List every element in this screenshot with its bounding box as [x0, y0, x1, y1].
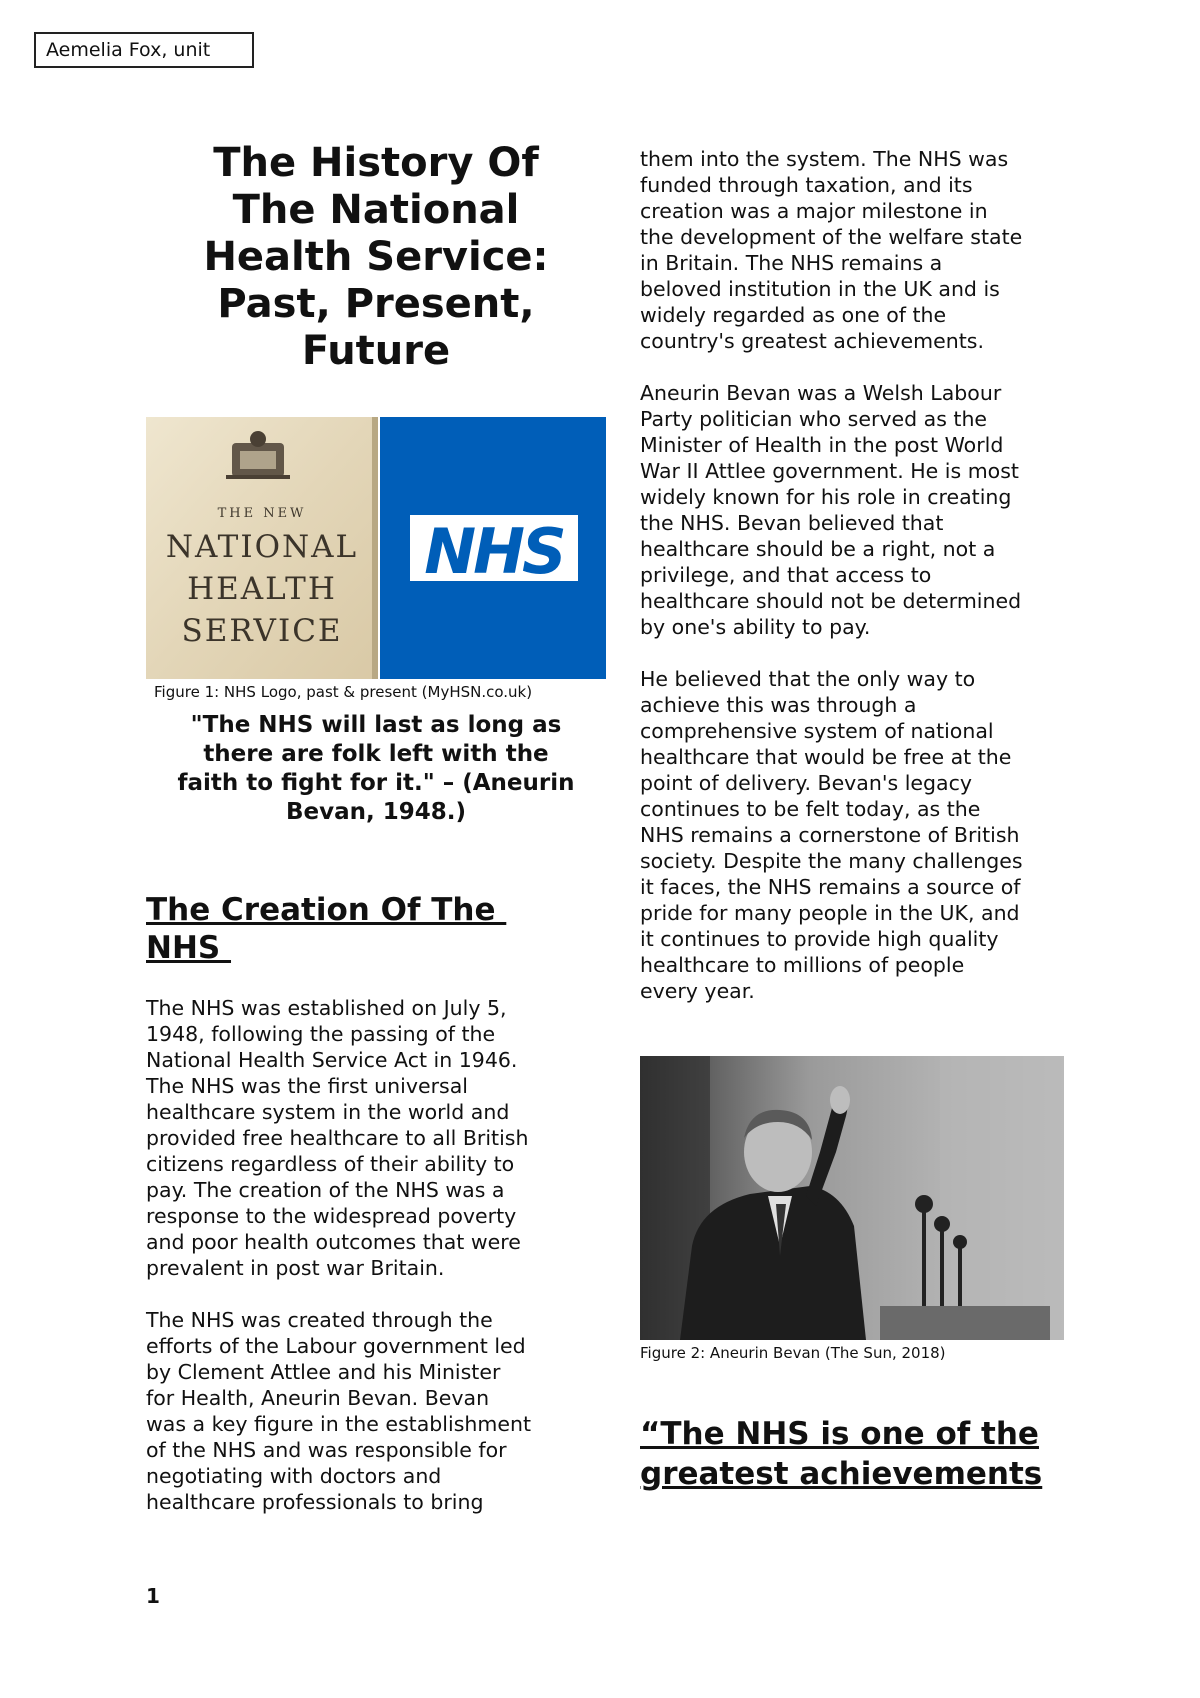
text-line: by Clement Attlee and his Minister [146, 1360, 501, 1384]
text-line: Minister of Health in the post World [640, 433, 1004, 457]
text-line: the development of the welfare state [640, 225, 1023, 249]
nhs-logos-image [146, 417, 606, 679]
text-line: prevalent in post war Britain. [146, 1256, 445, 1280]
text-line: He believed that the only way to [640, 667, 976, 691]
title-line: The National [232, 187, 520, 233]
text-line: them into the system. The NHS was [640, 147, 1009, 171]
achievements-heading [640, 1414, 1070, 1494]
quote-line: "The NHS will last as long as [190, 712, 562, 738]
text-line: achieve this was through a [640, 693, 917, 717]
paper-edge [372, 417, 378, 679]
heading-line: The Creation Of The [146, 892, 507, 928]
text-line: creation was a major milestone in [640, 199, 988, 223]
bevan-quote [146, 711, 606, 827]
old-logo-line: THE NEW [217, 506, 307, 521]
text-line: continues to be felt today, as the [640, 797, 981, 821]
text-line: funded through taxation, and its [640, 173, 973, 197]
text-line: for Health, Aneurin Bevan. Bevan [146, 1386, 490, 1410]
text-line: healthcare should be a right, not a [640, 537, 996, 561]
text-line: 1948, following the passing of the [146, 1022, 496, 1046]
text-line: Aneurin Bevan was a Welsh Labour [640, 381, 1002, 405]
right-column [640, 146, 1070, 1520]
text-line: The NHS was the first universal [146, 1074, 468, 1098]
old-logo-line: HEALTH [187, 571, 337, 607]
quote-line: Bevan, 1948.) [285, 799, 467, 825]
text-line: comprehensive system of national [640, 719, 994, 743]
title-line: The History Of [213, 140, 539, 186]
text-line: healthcare professionals to bring [146, 1490, 484, 1514]
text-line: NHS remains a cornerstone of British [640, 823, 1020, 847]
text-line: in Britain. The NHS remains a [640, 251, 943, 275]
text-line: healthcare that would be free at the [640, 745, 1012, 769]
figure1-caption: Figure 1: NHS Logo, past & present (MyHSN.co.uk) [154, 683, 533, 701]
page-number: 1 [146, 1584, 160, 1608]
text-line: it faces, the NHS remains a source of [640, 875, 1021, 899]
text-line: the NHS. Bevan believed that [640, 511, 944, 535]
text-line: Party politician who served as the [640, 407, 988, 431]
text-line: healthcare to millions of people [640, 953, 965, 977]
text-line: healthcare should not be determined [640, 589, 1022, 613]
text-line: citizens regardless of their ability to [146, 1152, 515, 1176]
text-line: and poor health outcomes that were [146, 1230, 521, 1254]
figure-nhs-logos [146, 417, 606, 701]
heading-line: “The NHS is one of the [640, 1416, 1039, 1452]
header-name-box: Aemelia Fox, unit [34, 32, 254, 68]
text-line: privilege, and that access to [640, 563, 932, 587]
title-line: Past, Present, [217, 281, 535, 327]
creation-paragraph-1 [146, 995, 606, 1281]
figure2-caption: Figure 2: Aneurin Bevan (The Sun, 2018) [640, 1344, 946, 1362]
text-line: it continues to provide high quality [640, 927, 999, 951]
text-line: efforts of the Labour government led [146, 1334, 526, 1358]
funding-paragraph [640, 146, 1070, 354]
text-line: of the NHS and was responsible for [146, 1438, 507, 1462]
old-logo-line: NATIONAL [165, 529, 359, 565]
text-line: point of delivery. Bevan's legacy [640, 771, 972, 795]
text-line: widely known for his role in creating [640, 485, 1012, 509]
heading-line: NHS [146, 930, 232, 966]
text-line: response to the widespread poverty [146, 1204, 517, 1228]
creation-paragraph-2 [146, 1307, 606, 1515]
left-column [146, 140, 606, 1515]
text-line: pride for many people in the UK, and [640, 901, 1020, 925]
document-title [146, 140, 606, 375]
text-line: healthcare system in the world and [146, 1100, 510, 1124]
bevan-photo [640, 1056, 1064, 1340]
text-line: beloved institution in the UK and is [640, 277, 1000, 301]
title-line: Health Service: [203, 234, 549, 280]
text-line: War II Attlee government. He is most [640, 459, 1019, 483]
text-line: widely regarded as one of the [640, 303, 947, 327]
text-line: was a key figure in the establishment [146, 1412, 531, 1436]
text-line: pay. The creation of the NHS was a [146, 1178, 505, 1202]
heading-line: greatest achievements [640, 1456, 1043, 1492]
text-line: by one's ability to pay. [640, 615, 871, 639]
text-line: every year. [640, 979, 755, 1003]
figure-aneurin-bevan [640, 1056, 1064, 1340]
nhs-logo-text: NHS [424, 515, 564, 588]
text-line: country's greatest achievements. [640, 329, 984, 353]
text-line: The NHS was established on July 5, [146, 996, 507, 1020]
quote-line: faith to fight for it." – (Aneurin [177, 770, 575, 796]
text-line: The NHS was created through the [146, 1308, 493, 1332]
text-line: society. Despite the many challenges [640, 849, 1023, 873]
quote-line: there are folk left with the [203, 741, 549, 767]
title-line: Future [301, 328, 451, 374]
text-line: National Health Service Act in 1946. [146, 1048, 518, 1072]
old-logo-line: SERVICE [181, 613, 343, 649]
legacy-paragraph [640, 666, 1070, 1004]
text-line: provided free healthcare to all British [146, 1126, 529, 1150]
bevan-paragraph [640, 380, 1070, 640]
text-line: negotiating with doctors and [146, 1464, 442, 1488]
section-heading-creation [146, 891, 606, 967]
